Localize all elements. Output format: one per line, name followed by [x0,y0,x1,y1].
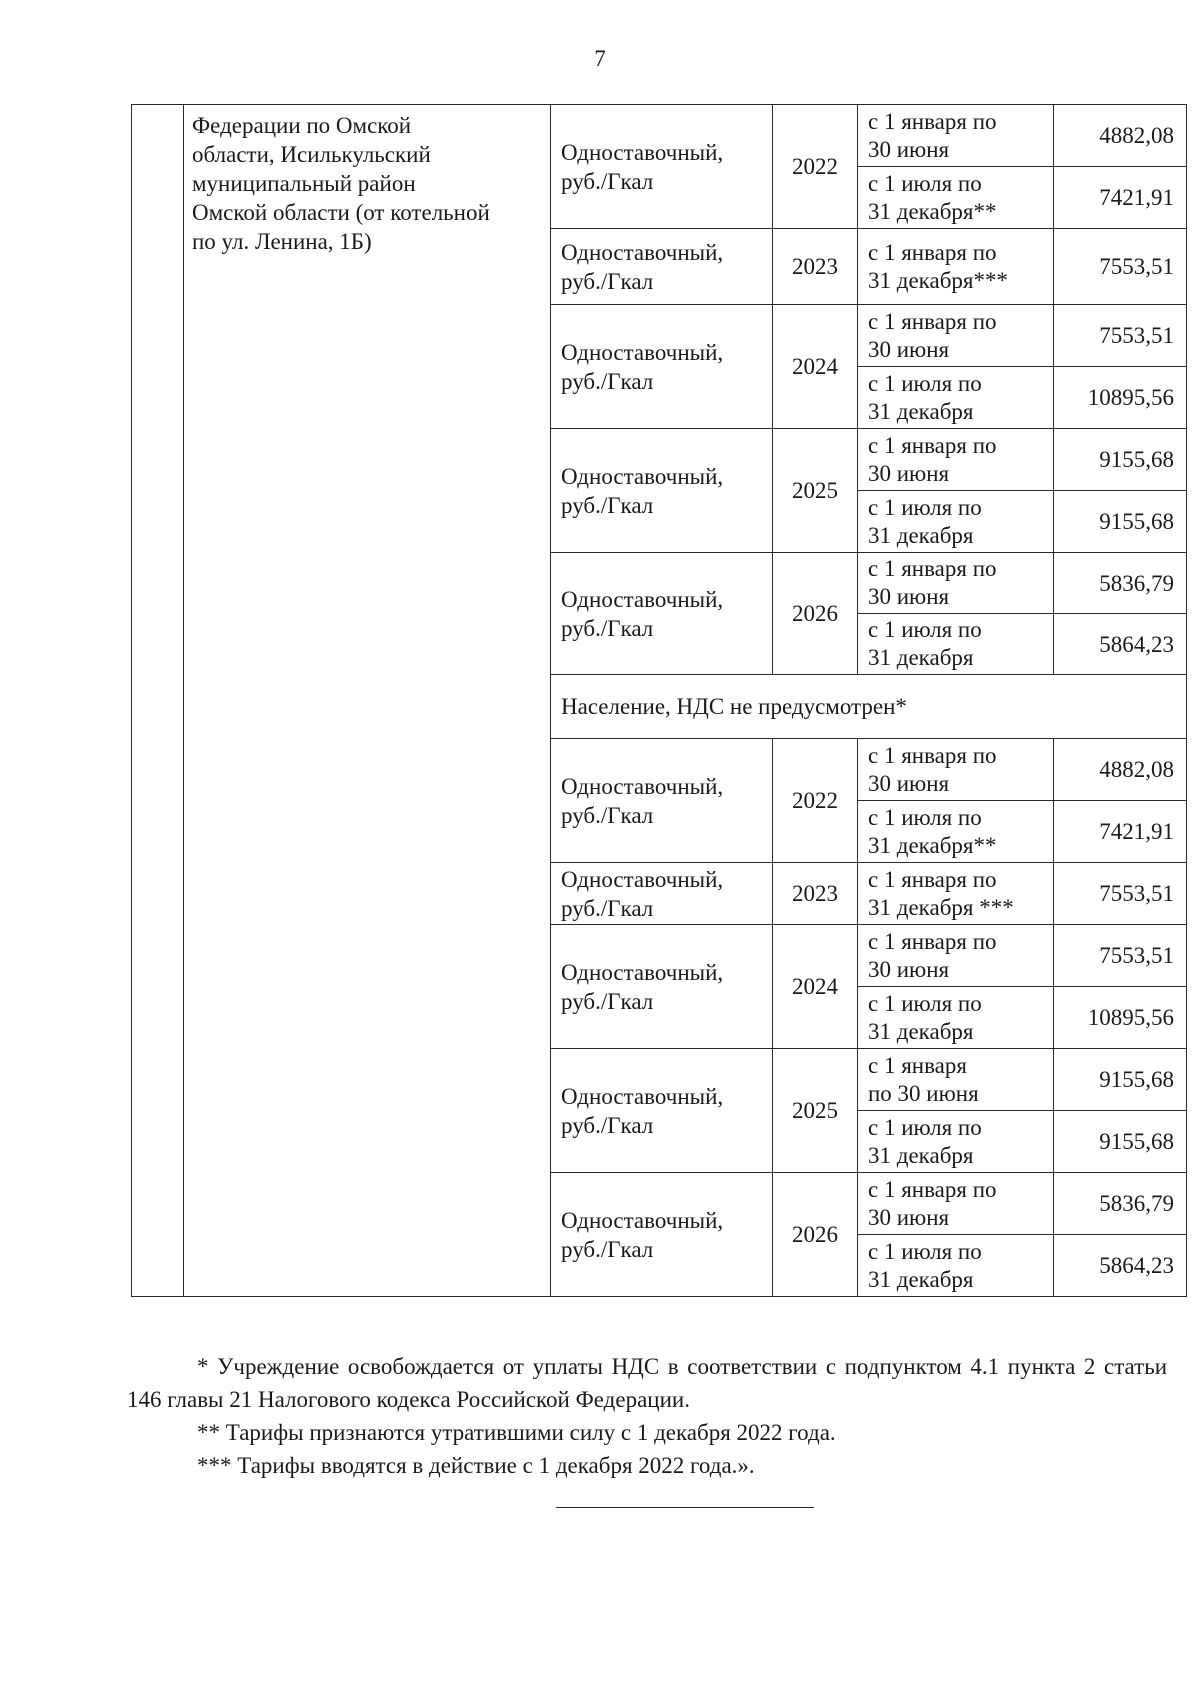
row-number-cell [132,105,184,1297]
table-row [132,105,1187,167]
period-cell [858,987,1054,1049]
text-line: с 1 января по [868,432,997,458]
tariff-table-body [132,105,1187,1297]
period-cell [858,167,1054,229]
population-heading: Население, НДС не предусмотрен* [551,675,1187,739]
year-cell: 2022 [773,105,858,229]
tariff-value-cell: 7553,51 [1054,863,1187,925]
text-line: с 1 июля по [868,804,982,830]
text-line: руб./Гкал [561,988,654,1014]
text-line: Одноставочный, [561,866,724,892]
text-line: 31 декабря [868,645,974,670]
period-cell [858,1235,1054,1297]
text-line: Одноставочный, [561,339,724,365]
text-line: 30 июня [868,956,950,982]
text-line: 31 декабря [868,1266,974,1292]
year-cell: 2024 [773,925,858,1049]
text-line: 31 декабря [868,1142,974,1168]
text-line: Одноставочный, [561,1083,724,1109]
tariff-type-cell [551,105,773,229]
text-line: с 1 января по [868,1176,997,1202]
tariff-value-cell: 5836,79 [1054,553,1187,614]
footnote-vat-exemption: * Учреждение освобождается от уплаты НДС в соответствии с подпунктом 4.1 пункта 2 статьи 146 главы 21 Налогового кодекса Российской Федерации. [127,1354,1167,1412]
organization-cell [184,105,551,1297]
period-cell [858,229,1054,305]
text-line: руб./Гкал [561,492,654,518]
text-line: 31 декабря [868,1018,974,1044]
period-cell [858,553,1054,614]
text-line: Одноставочный, [561,463,724,489]
text-line: 30 июня [868,770,950,796]
text-line: с 1 января по [868,108,997,134]
text-line: 31 декабря** [868,832,997,858]
period-cell [858,105,1054,167]
tariff-value-cell: 10895,56 [1054,367,1187,429]
year-cell: 2026 [773,553,858,675]
text-line: с 1 января по [868,742,997,768]
tariff-value-cell: 7421,91 [1054,801,1187,863]
text-line: Одноставочный, [561,586,724,612]
text-line: 31 декабря [868,522,974,548]
tariff-value-cell: 4882,08 [1054,739,1187,801]
tariff-type-cell [551,1049,773,1173]
period-cell [858,1173,1054,1235]
text-line: по 30 июня [868,1080,979,1106]
text-line: руб./Гкал [561,802,654,828]
tariff-type-cell [551,1173,773,1297]
text-line: по ул. Ленина, 1Б) [192,229,372,254]
text-line: руб./Гкал [561,1236,654,1262]
year-cell: 2022 [773,739,858,863]
footnote-tariffs-effective: *** Тарифы вводятся в действие с 1 декабря 2022 года.». [197,1453,755,1478]
tariff-value-cell: 9155,68 [1054,1049,1187,1111]
text-line: 30 июня [868,460,950,486]
text-line: 30 июня [868,1204,950,1230]
text-line: Одноставочный, [561,139,724,165]
text-line: 31 декабря*** [868,267,1008,293]
closing-rule [556,1507,814,1508]
text-line: руб./Гкал [561,268,654,294]
text-line: 31 декабря [868,398,974,424]
year-cell: 2026 [773,1173,858,1297]
text-line: Одноставочный, [561,239,724,265]
tariff-value-cell: 7553,51 [1054,305,1187,367]
text-line: с 1 июля по [868,617,982,642]
period-cell [858,429,1054,491]
page-number: 7 [594,46,606,71]
period-cell [858,1049,1054,1111]
period-cell [858,1111,1054,1173]
text-line: Одноставочный, [561,1207,724,1233]
text-line: с 1 июля по [868,494,982,520]
tariff-type-cell [551,429,773,553]
text-line: с 1 января по [868,928,997,954]
footnotes [127,1350,1167,1482]
year-cell: 2025 [773,429,858,553]
period-cell [858,863,1054,925]
text-line: Федерации по Омской [192,113,412,138]
tariff-type-cell [551,739,773,863]
tariff-table [131,104,1187,1297]
tariff-value-cell: 7421,91 [1054,167,1187,229]
year-cell: 2025 [773,1049,858,1173]
text-line: с 1 июля по [868,170,982,196]
tariff-value-cell: 9155,68 [1054,491,1187,553]
year-cell: 2024 [773,305,858,429]
period-cell [858,305,1054,367]
text-line: области, Исилькульский [192,142,431,167]
text-line: руб./Гкал [561,1112,654,1138]
tariff-value-cell: 7553,51 [1054,229,1187,305]
tariff-value-cell: 5864,23 [1054,1235,1187,1297]
period-cell [858,491,1054,553]
year-cell: 2023 [773,863,858,925]
text-line: с 1 июля по [868,370,982,396]
text-line: с 1 июля по [868,1114,982,1140]
tariff-value-cell: 5836,79 [1054,1173,1187,1235]
text-line: с 1 июля по [868,1238,982,1264]
year-cell: 2023 [773,229,858,305]
period-cell [858,801,1054,863]
text-line: с 1 июля по [868,990,982,1016]
tariff-value-cell: 9155,68 [1054,429,1187,491]
tariff-value-cell: 4882,08 [1054,105,1187,167]
tariff-value-cell: 9155,68 [1054,1111,1187,1173]
period-cell [858,739,1054,801]
text-line: с 1 января по [868,308,997,334]
tariff-type-cell [551,305,773,429]
text-line: 30 июня [868,136,950,162]
text-line: Одноставочный, [561,773,724,799]
text-line: руб./Гкал [561,168,654,194]
text-line: с 1 января по [868,239,997,265]
text-line: 31 декабря *** [868,894,1014,920]
text-line: Одноставочный, [561,959,724,985]
text-line: с 1 января по [868,866,997,892]
text-line: руб./Гкал [561,895,654,921]
footnote-tariffs-expired: ** Тарифы признаются утратившими силу с 1 декабря 2022 года. [197,1420,836,1445]
period-cell [858,925,1054,987]
period-cell [858,614,1054,675]
tariff-type-cell [551,553,773,675]
text-line: Омской области (от котельной [192,200,490,225]
text-line: муниципальный район [192,171,416,196]
text-line: руб./Гкал [561,368,654,394]
tariff-value-cell: 5864,23 [1054,614,1187,675]
tariff-value-cell: 7553,51 [1054,925,1187,987]
text-line: 30 июня [868,584,950,609]
text-line: 30 июня [868,336,950,362]
text-line: с 1 января [868,1052,967,1078]
period-cell [858,367,1054,429]
text-line: 31 декабря** [868,198,997,224]
tariff-type-cell [551,863,773,925]
tariff-type-cell [551,925,773,1049]
text-line: с 1 января по [868,556,997,581]
text-line: руб./Гкал [561,615,654,641]
tariff-value-cell: 10895,56 [1054,987,1187,1049]
tariff-type-cell [551,229,773,305]
